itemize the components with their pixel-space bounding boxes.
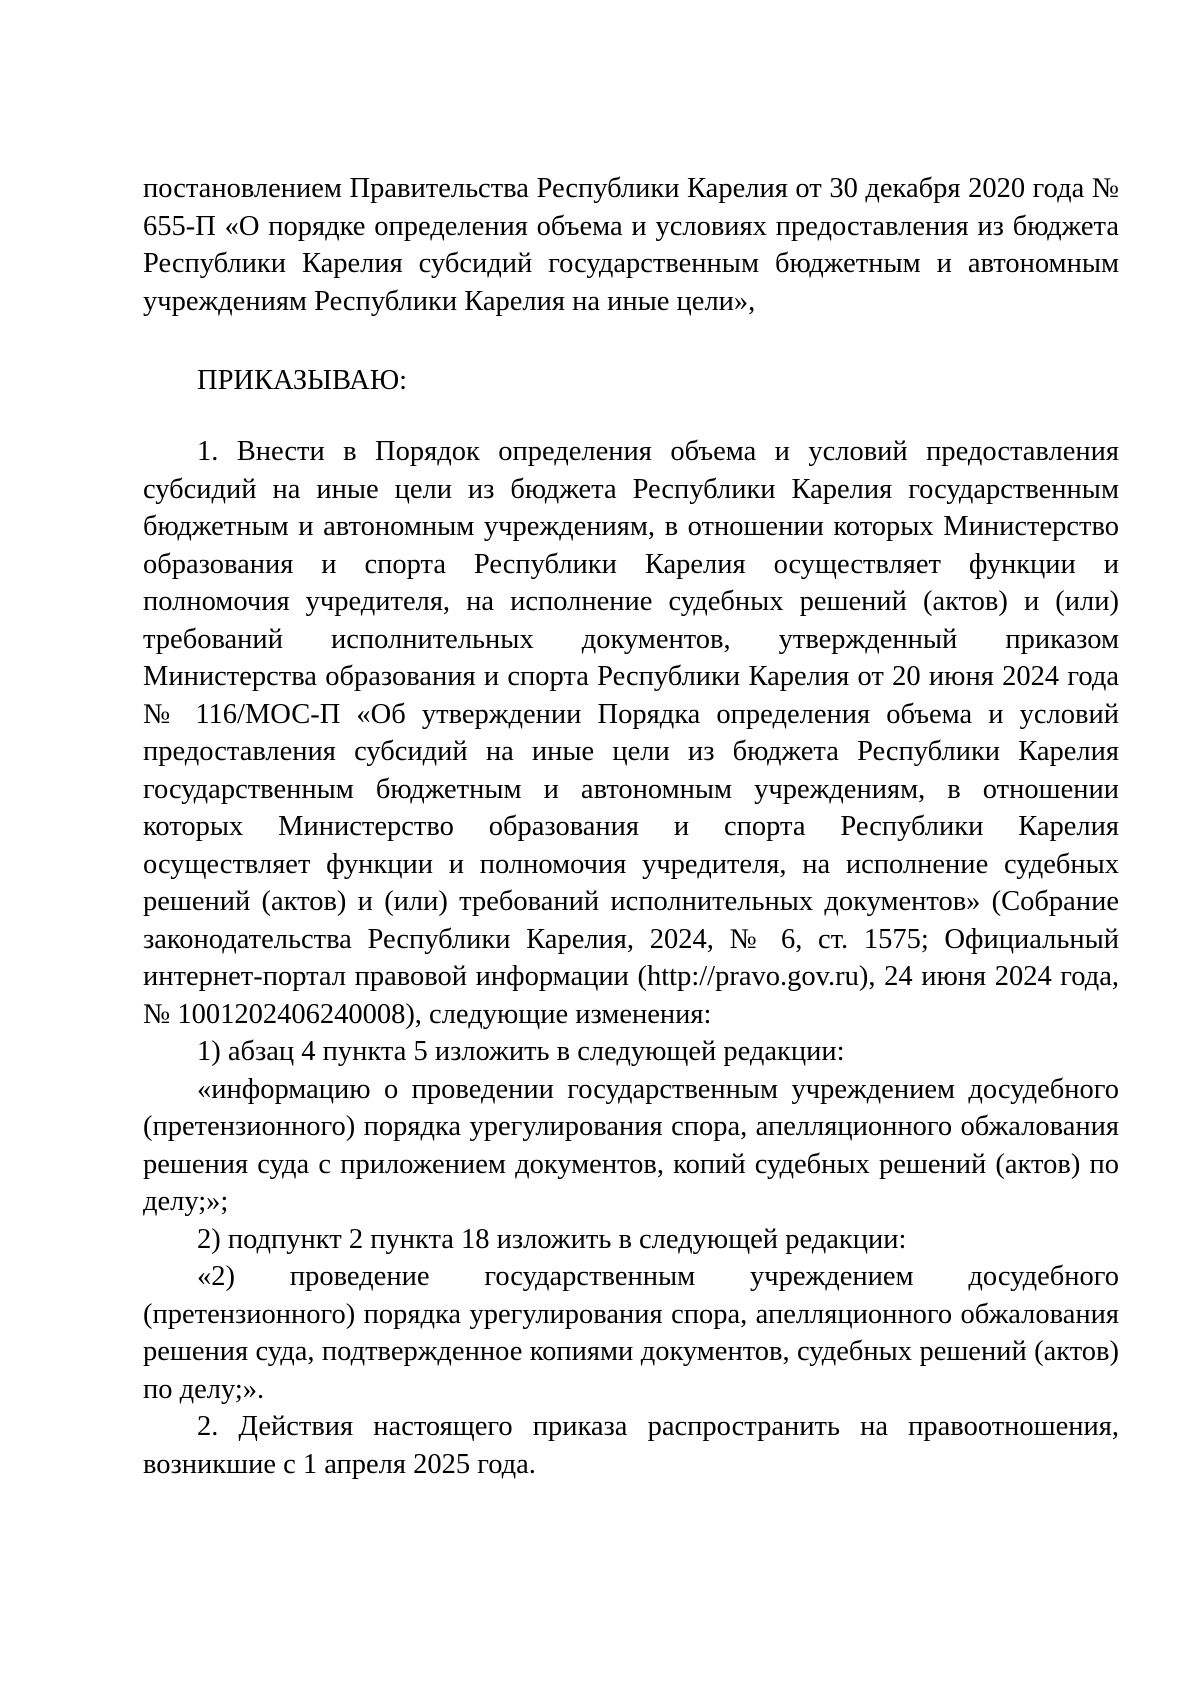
command-section bbox=[143, 362, 1119, 400]
paragraph-item-2: 2. Действия настоящего приказа распространить на правоотношения, возникшие с 1 апреля 2025 года. bbox=[143, 1411, 1119, 1480]
command-heading: ПРИКАЗЫВАЮ: bbox=[197, 365, 408, 396]
paragraph-subitem-1: 1) абзац 4 пункта 5 изложить в следующей редакции: bbox=[197, 1036, 845, 1067]
paragraph-quote-1: «информацию о проведении государственным учреждением досудебного (претензионного) порядка урегулирования спора, апелляционного обжалования решения суда с приложением документов, копий судебных решений (актов) по делу;»; bbox=[143, 1073, 1119, 1217]
order-body bbox=[143, 433, 1119, 1483]
paragraph-subitem-2: 2) подпункт 2 пункта 18 изложить в следующей редакции: bbox=[197, 1223, 907, 1255]
paragraph-item-1: 1. Внести в Порядок определения объема и условий предоставления субсидий на иные цели из бюджета Республики Карелия государственным бюджетным и автономным учреждениям, в отношении которых Министерство образования и спорта Республики Карелия осуществляет функции и полномочия учредителя, на исполнение судебных решений (актов) и (или) требований исполнительных документов, утвержденный приказом Министерства образования и спорта Республики Карелия от 20 июня 2024 года № 116/МОС-П «Об утверждении Порядка определения объема и условий предоставления субсидий на иные цели из бюджета Республики Карелия государственным бюджетным и автономным учреждениям, в отношении которых Министерство образования и спорта Республики Карелия осуществляет функции и полномочия учредителя, на исполнение судебных решений (актов) и (или) требований исполнительных документов» (Собрание законодательства Республики Карелия, 2024, № 6, ст. 1575; Официальный интернет-портал правовой информации (http://pravo.gov.ru), 24 июня 2024 года, № 1001202406240008), следующие изменения: bbox=[143, 436, 1119, 1030]
preamble-paragraph: постановлением Правительства Республики Карелия от 30 декабря 2020 года № 655-П «О порядке определения объема и условиях предоставления из бюджета Республики Карелия субсидий государственным бюджетным и автономным учреждениям Республики Карелия на иные цели», bbox=[143, 173, 1119, 317]
preamble-section bbox=[143, 170, 1119, 320]
paragraph-quote-2: «2) проведение государственным учреждением досудебного (претензионного) порядка урегулирования спора, апелляционного обжалования решения суда, подтвержденное копиями документов, судебных решений (актов) по делу;». bbox=[143, 1261, 1119, 1405]
